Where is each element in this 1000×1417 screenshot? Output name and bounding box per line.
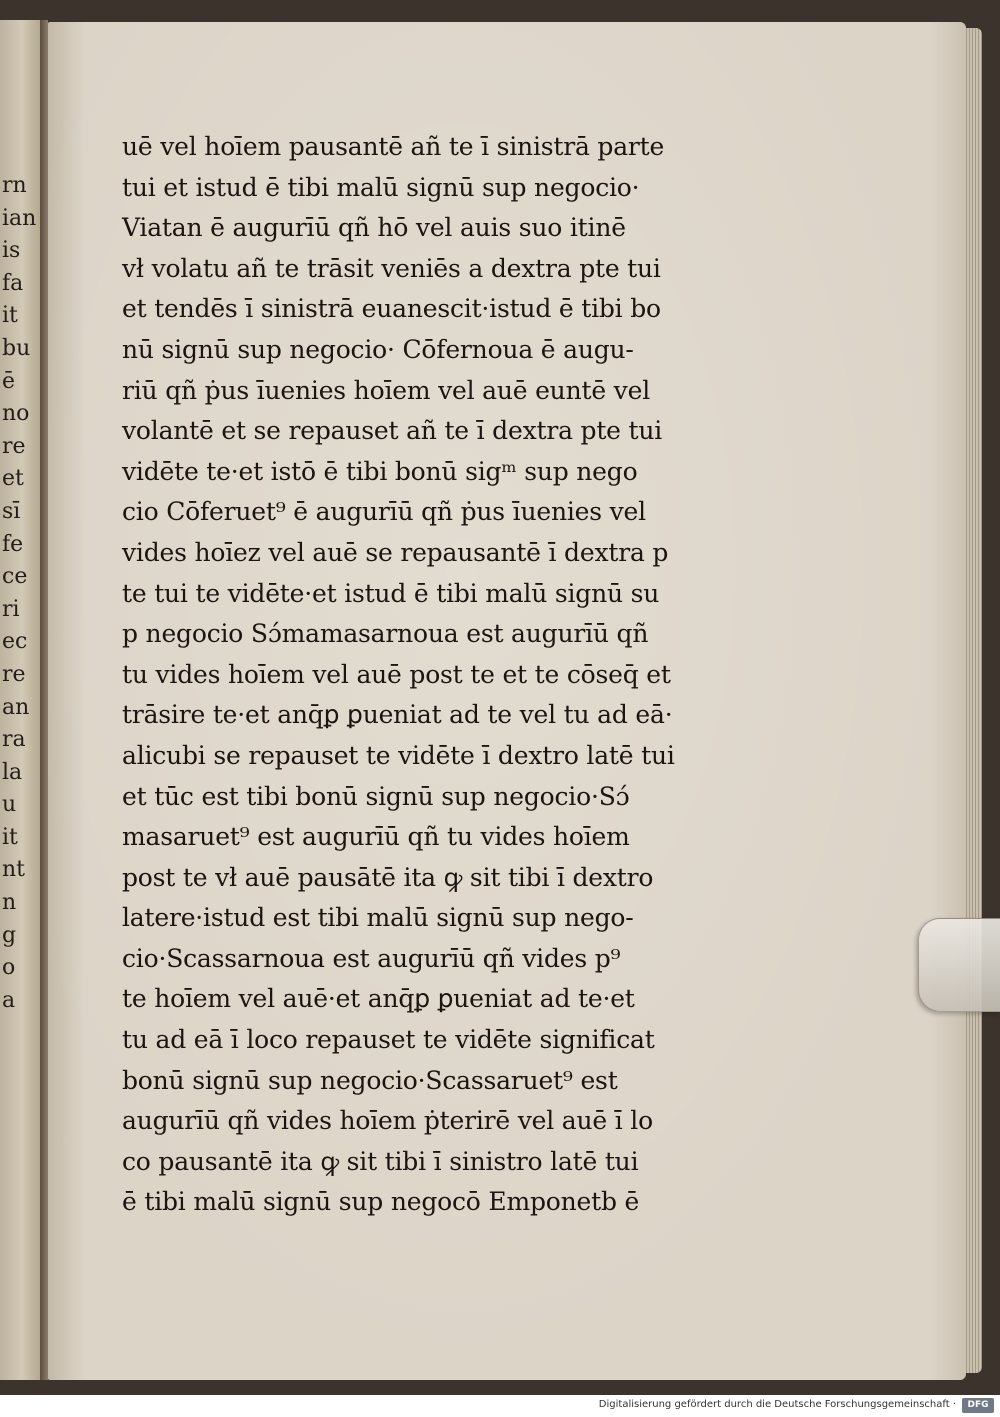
edge-fragment: bu	[2, 335, 31, 361]
edge-fragment: no	[2, 401, 30, 427]
edge-fragment: la	[2, 759, 23, 785]
edge-fragment: ra	[2, 727, 26, 753]
edge-fragment: re	[2, 433, 26, 459]
manuscript-line: tu vides hoīem vel auē post te et te cōseq̄ et	[122, 659, 671, 689]
edge-fragment: et	[2, 466, 24, 492]
manuscript-line: vidēte te·et istō ē tibi bonū sigᵐ sup nego	[122, 456, 638, 486]
manuscript-line: tui et istud ē tibi malū signū sup negocio·	[122, 172, 640, 202]
edge-fragment: n	[2, 890, 17, 916]
edge-fragment: an	[2, 694, 30, 720]
edge-fragment: re	[2, 661, 26, 687]
edge-fragment: rn	[2, 173, 27, 198]
edge-fragment: sī	[2, 498, 21, 524]
edge-fragment: g	[2, 922, 17, 948]
edge-fragment: ē	[2, 368, 16, 394]
edge-fragment: ian	[2, 205, 37, 231]
edge-fragment: fa	[2, 270, 24, 296]
manuscript-line: trāsire te·et anq̄ꝑ ꝑueniat ad te vel tu ad eā·	[122, 700, 673, 730]
manuscript-line: vł volatu añ te trāsit veniēs a dextra pte tui	[122, 253, 661, 283]
page-edges	[964, 28, 982, 1373]
manuscript-line: et tūc est tibi bonū signū sup negocio·Sɔ́	[122, 781, 630, 811]
manuscript-line: alicubi se repauset te vidēte ī dextro latē tui	[122, 740, 675, 770]
dfg-logo-icon: DFG	[962, 1398, 994, 1413]
edge-fragment: ec	[2, 629, 28, 655]
manuscript-line: te tui te vidēte·et istud ē tibi malū signū su	[122, 578, 660, 608]
manuscript-line: volantē et se repauset añ te ī dextra pte tui	[122, 416, 663, 446]
edge-fragment: ri	[2, 596, 20, 622]
book-clasp	[918, 918, 1000, 1012]
manuscript-line: co pausantē ita ꝙ sit tibi ī sinistro latē tui	[122, 1146, 639, 1176]
edge-fragment: fe	[2, 531, 24, 557]
manuscript-line: latere·istud est tibi malū signū sup nego-	[122, 903, 634, 933]
manuscript-line: et tendēs ī sinistrā euanescit·istud ē tibi bo	[122, 294, 661, 324]
edge-fragment: it	[2, 303, 18, 329]
funding-credit: Digitalisierung gefördert durch die Deutsche Forschungsgemeinschaft ·	[598, 1399, 956, 1410]
book-gutter	[40, 20, 48, 1380]
manuscript-line: tu ad eā ī loco repauset te vidēte significat	[122, 1025, 655, 1055]
footer-bar	[0, 1395, 1000, 1417]
manuscript-line: post te vł auē pausātē ita ꝙ sit tibi ī dextro	[122, 862, 654, 892]
edge-fragment: is	[2, 238, 21, 264]
manuscript-line: uē vel hoīem pausantē añ te ī sinistrā parte	[122, 132, 665, 161]
edge-fragment: a	[2, 987, 16, 1013]
manuscript-line: Viatan ē augurīū qñ hō vel auis suo itinē	[122, 213, 626, 243]
manuscript-line: nū signū sup negocio· Cōfernoua ē augu-	[122, 334, 634, 364]
manuscript-line: ē tibi malū signū sup negocō Emponetb ē	[122, 1187, 640, 1217]
edge-fragment: ce	[2, 564, 28, 590]
manuscript-line: te hoīem vel auē·et anq̄ꝑ ꝑueniat ad te·et	[122, 984, 635, 1014]
previous-page-edge	[0, 20, 40, 1380]
manuscript-text-block	[122, 127, 682, 1223]
edge-fragment: it	[2, 824, 18, 850]
edge-fragment: nt	[2, 857, 26, 883]
manuscript-line: cio Cōferuet⁹ ē augurīū qñ ṗus īuenies vel	[122, 497, 646, 527]
manuscript-line: bonū signū sup negocio·Scassaruet⁹ est	[122, 1065, 618, 1095]
manuscript-line: p negocio Sɔ́mamasarnoua est augurīū qñ	[122, 619, 649, 649]
manuscript-line: masaruet⁹ est augurīū qñ tu vides hoīem	[122, 822, 630, 852]
manuscript-line: vides hoīez vel auē se repausantē ī dextra p	[122, 537, 669, 567]
manuscript-line: augurīū qñ vides hoīem ṗterirē vel auē ī lo	[122, 1106, 653, 1136]
manuscript-line: cio·Scassarnoua est augurīū qñ vides p⁹	[122, 943, 621, 973]
previous-page-text-fragments	[2, 170, 40, 1017]
manuscript-line: riū qñ ṗus īuenies hoīem vel auē euntē vel	[122, 375, 650, 405]
edge-fragment: o	[2, 955, 16, 981]
edge-fragment: u	[2, 792, 17, 818]
